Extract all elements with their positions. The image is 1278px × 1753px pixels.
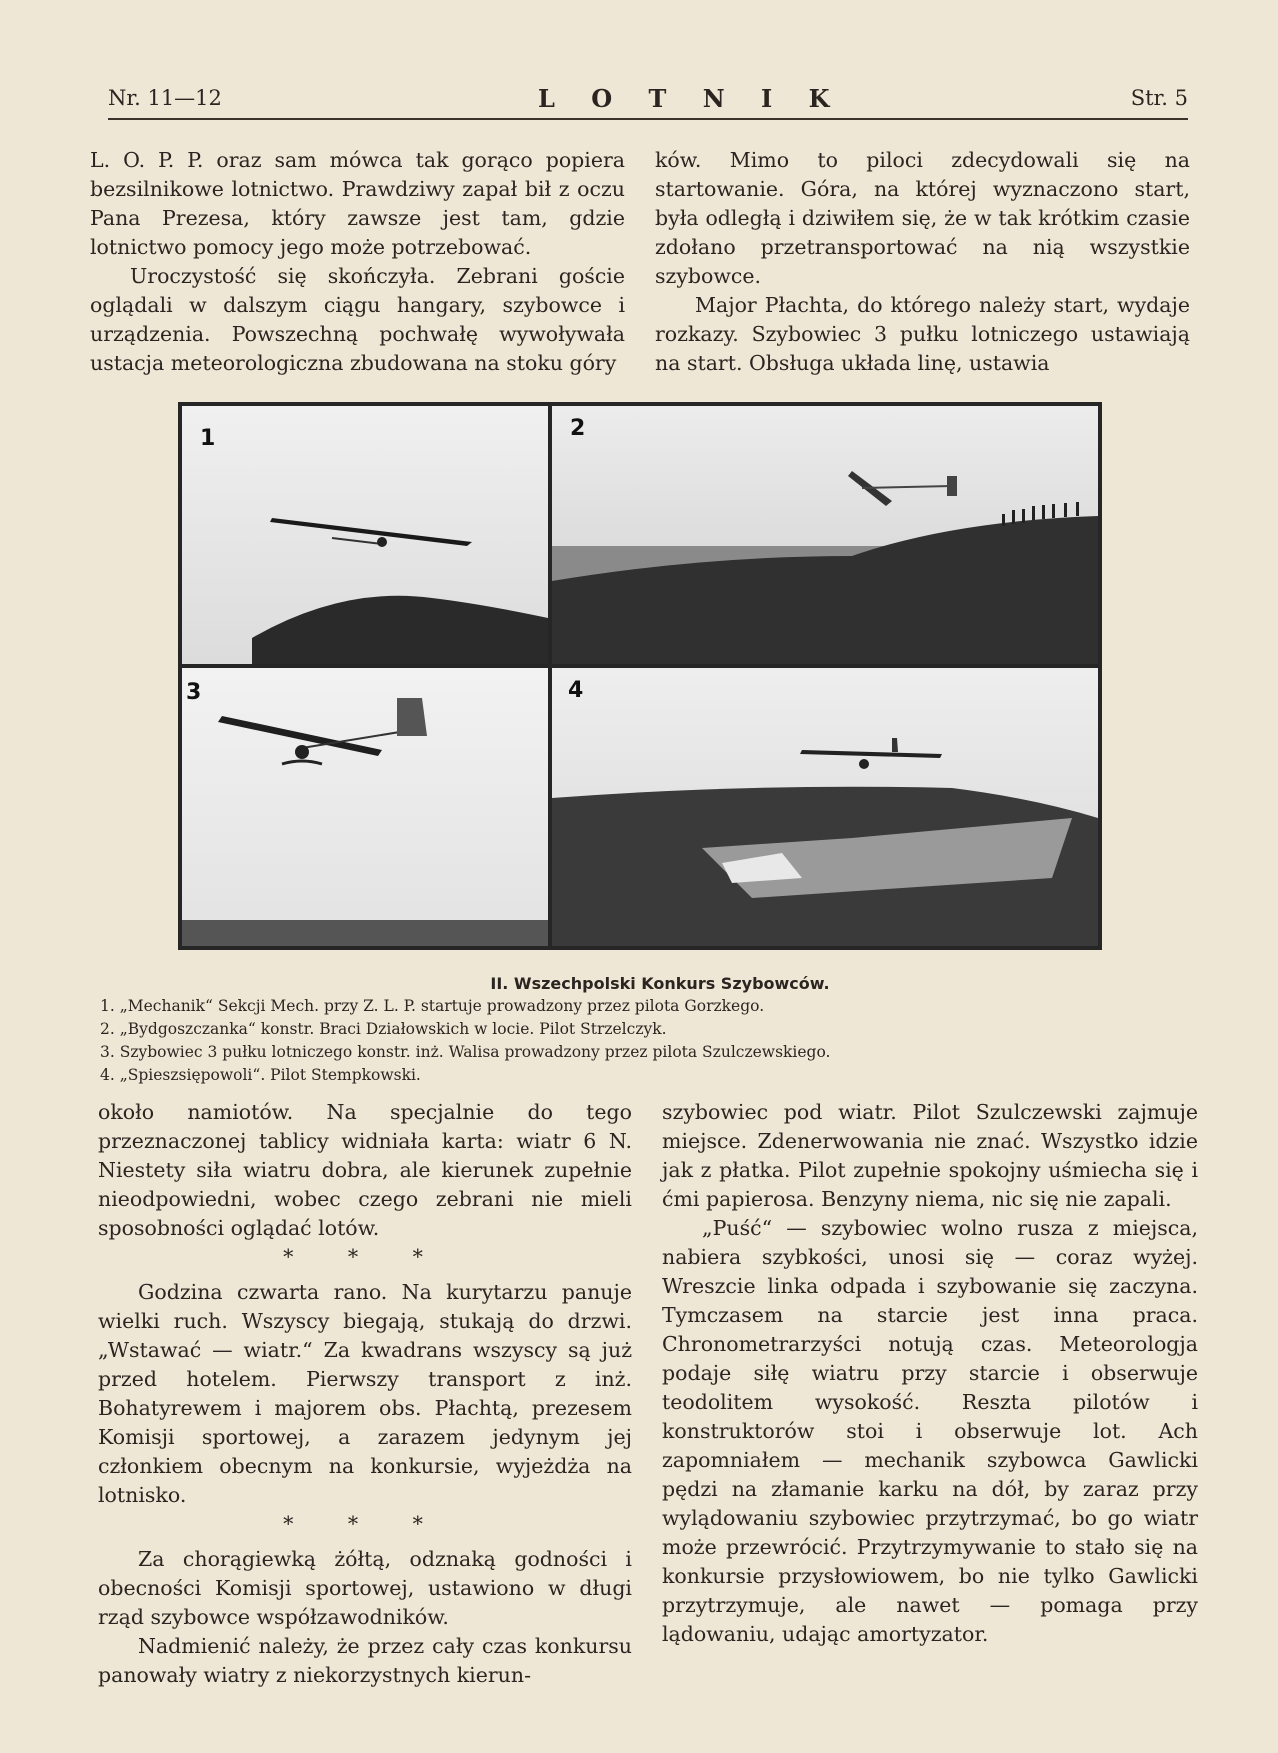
paragraph: Major Płachta, do którego należy start, wydaje rozkazy. Szybowiec 3 pułku lotniczego ustawiają na start. Obsługa układa linę, ustawia: [655, 293, 1190, 375]
section-separator: * * *: [283, 1512, 447, 1536]
paragraph: szybowiec pod wiatr. Pilot Szulczewski zajmuje miejsce. Zdenerwowania nie znać. Wszystko idzie jak z płatka. Pilot zupełnie spokojny uśmiecha się i ćmi papierosa. Benzyny niema, nic się nie zapali.: [662, 1100, 1198, 1211]
page-header: [108, 84, 1188, 120]
photo-caption: [100, 972, 1100, 1087]
photo-label: 2: [570, 416, 586, 441]
issue-number: Nr. 11—12: [108, 86, 222, 110]
photo-4: [552, 668, 1098, 946]
bottom-right-column: [662, 1098, 1198, 1649]
section-separator: * * *: [283, 1245, 447, 1269]
photo-2: [552, 406, 1098, 664]
photo-grid: [178, 402, 1102, 950]
paragraph: około namiotów. Na specjalnie do tego przeznaczonej tablicy widniała karta: wiatr 6 N. Niestety siła wiatru dobra, ale kierunek zupełnie nieodpowiedni, wobec czego zebrani nie mieli sposobności oglądać lotów.: [98, 1100, 632, 1240]
paragraph: Za chorągiewką żółtą, odznaką godności i obecności Komisji sportowej, ustawiono w długi rząd szybowce współzawodników.: [98, 1547, 632, 1629]
paragraph: ków. Mimo to piloci zdecydowali się na startowanie. Góra, na której wyznaczono start, była odległą i dziwiłem się, że w tak krótkim czasie zdołano przetransportować na nią wszystkie szybowce.: [655, 148, 1190, 288]
caption-item: 1. „Mechanik“ Sekcji Mech. przy Z. L. P. startuje prowadzony przez pilota Gorzkego.: [100, 997, 765, 1015]
photo-label: 1: [200, 426, 216, 451]
caption-item: 4. „Spieszsiępowoli“. Pilot Stempkowski.: [100, 1066, 421, 1084]
paragraph: L. O. P. P. oraz sam mówca tak gorąco popiera bezsilnikowe lotnictwo. Prawdziwy zapał bił z oczu Pana Prezesa, który zawsze jest tam, gdzie lotnictwo pomocy jego może potrzebować.: [90, 148, 625, 259]
photo-label: 3: [186, 680, 202, 705]
photo-1: [182, 406, 548, 664]
paragraph: Nadmienić należy, że przez cały czas konkursu panowały wiatry z niekorzystnych kierun-: [98, 1634, 632, 1687]
caption-item: 2. „Bydgoszczanka“ konstr. Braci Działowskich w locie. Pilot Strzelczyk.: [100, 1020, 667, 1038]
page-number: Str. 5: [1130, 86, 1188, 110]
paragraph: Uroczystość się skończyła. Zebrani goście oglądali w dalszym ciągu hangary, szybowce i urządzenia. Powszechną pochwałę wywoływała ustacja meteorologiczna zbudowana na stoku góry: [90, 264, 625, 375]
bottom-left-column: [98, 1098, 632, 1690]
caption-title: II. Wszechpolski Konkurs Szybowców.: [490, 974, 830, 993]
photo-label: 4: [568, 678, 584, 703]
magazine-title: L O T N I K: [538, 84, 844, 113]
top-left-column: [90, 146, 625, 378]
paragraph: „Puść“ — szybowiec wolno rusza z miejsca, nabiera szybkości, unosi się — coraz wyżej. Wreszcie linka odpada i szybowanie się zaczyna. Tymczasem na starcie jest inna praca. Chronometrarzyści notują czas. Meteorologja podaje siłę wiatru przy starcie i obserwuje teodolitem wysokość. Reszta pilotów i konstruktorów stoi i obserwuje lot. Ach zapomniałem — mechanik szybowca Gawlicki pędzi na złamanie karku na dół, by zaraz przy wylądowaniu szybowiec przytrzymać, bo go wiatr może przewrócić. Przytrzymywanie to stało się na konkursie przysłowiowem, bo nie tylko Gawlicki przytrzymuje, ale nawet — pomaga przy lądowaniu, udając amortyzator.: [662, 1216, 1198, 1646]
paragraph: Godzina czwarta rano. Na kurytarzu panuje wielki ruch. Wszyscy biegają, stukają do drzwi. „Wstawać — wiatr.“ Za kwadrans wszyscy są już przed hotelem. Pierwszy transport z inż. Bohatyrewem i majorem obs. Płachtą, prezesem Komisji sportowej, a zarazem jedynym jej członkiem obecnym na konkursie, wyjeżdża na lotnisko.: [98, 1280, 632, 1507]
photo-3: [182, 668, 548, 946]
caption-item: 3. Szybowiec 3 pułku lotniczego konstr. inż. Walisa prowadzony przez pilota Szulczewskiego.: [100, 1043, 831, 1061]
top-right-column: [655, 146, 1190, 378]
